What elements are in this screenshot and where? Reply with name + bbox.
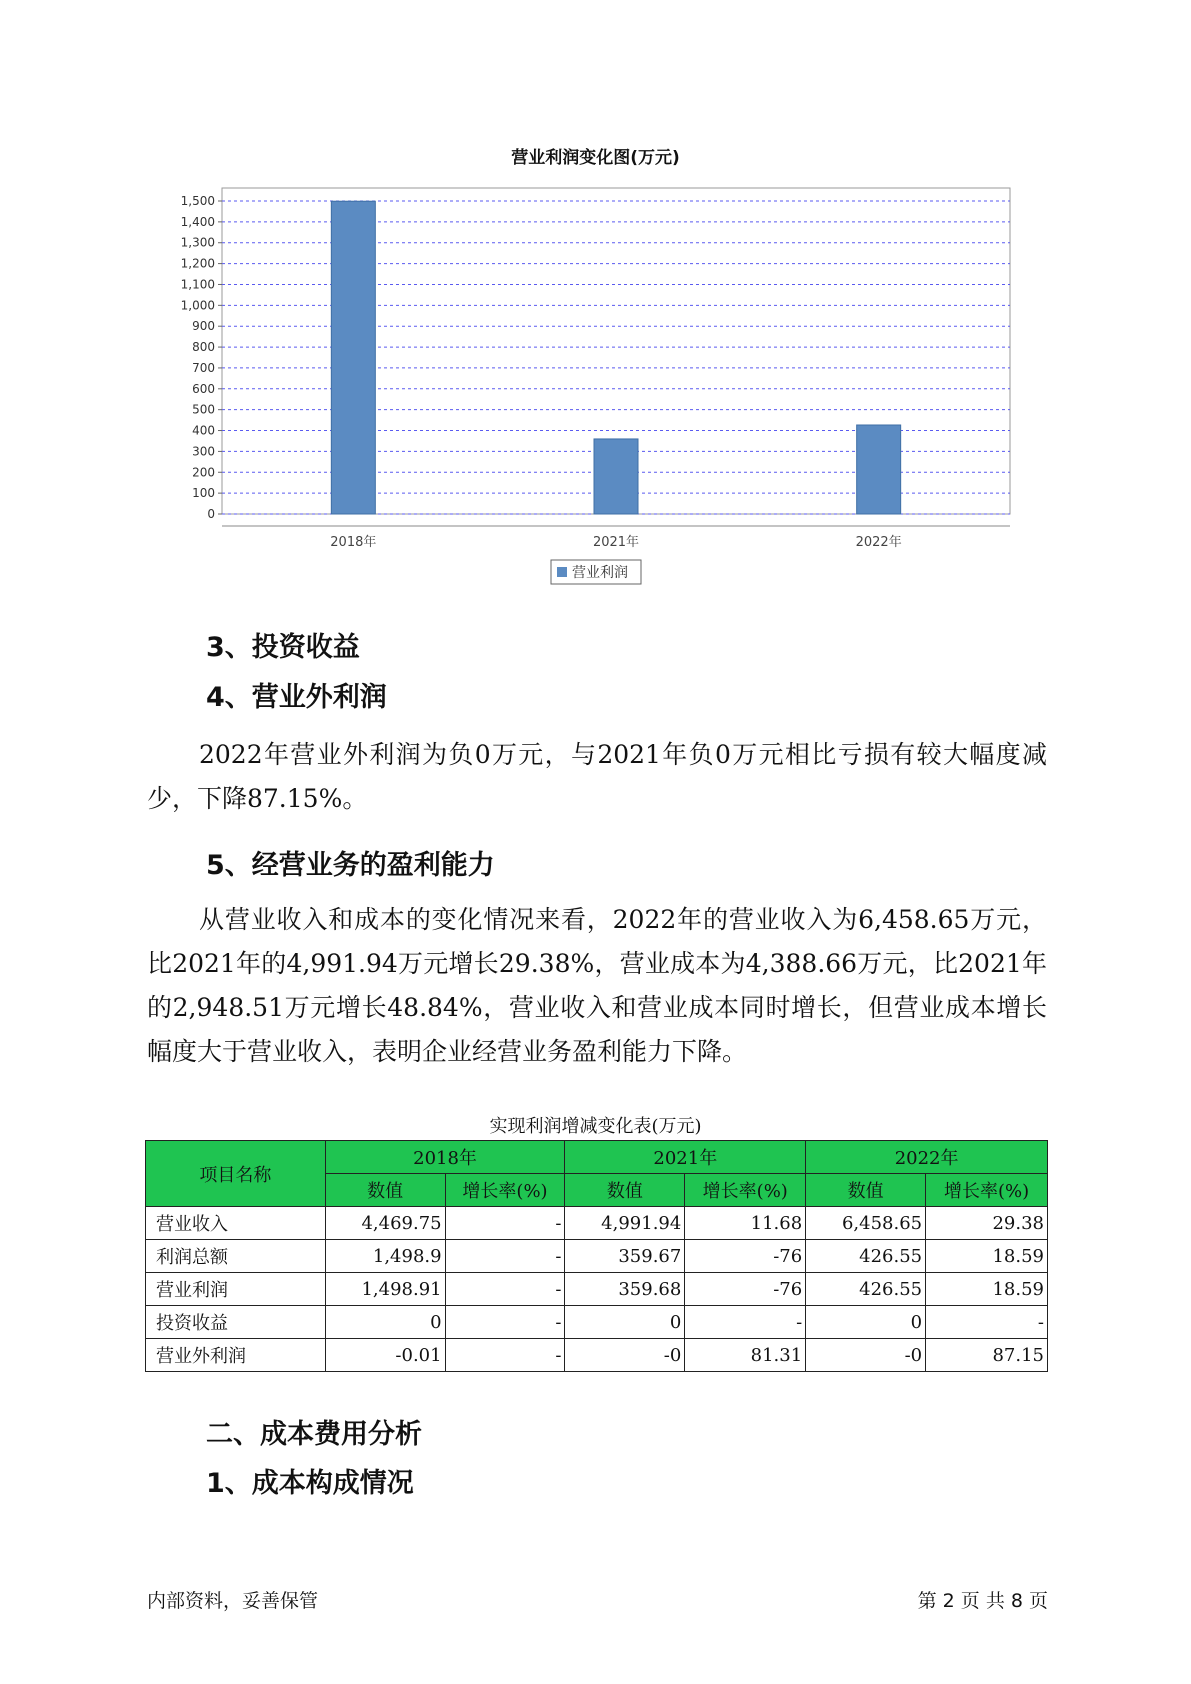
value-header: 数值: [565, 1174, 685, 1207]
row-name: 投资收益: [146, 1306, 326, 1339]
value-header: 数值: [806, 1174, 926, 1207]
table-cell: -: [685, 1306, 806, 1339]
value-header: 数值: [325, 1174, 445, 1207]
paragraph-non-operating-profit: 2022年营业外利润为负0万元，与2021年负0万元相比亏损有较大幅度减少，下降87.15%。: [147, 740, 1047, 813]
y-tick-label: 300: [192, 444, 215, 459]
profit-change-table: [145, 1140, 1048, 1372]
item-name-header: 项目名称: [146, 1141, 326, 1207]
table-cell: 29.38: [926, 1207, 1048, 1240]
footer-confidential-note: 内部资料，妥善保管: [147, 1590, 319, 1612]
table-row: [146, 1207, 1048, 1240]
heading-profitability: 5、经营业务的盈利能力: [206, 850, 495, 881]
operating-profit-chart: [0, 0, 1191, 600]
year-header-2021: 2021年: [565, 1141, 806, 1174]
table-cell: 11.68: [685, 1207, 806, 1240]
table-cell: -: [926, 1306, 1048, 1339]
table-cell: -: [445, 1207, 565, 1240]
chart-title: 营业利润变化图(万元): [511, 148, 680, 168]
table-cell: 18.59: [926, 1273, 1048, 1306]
table-caption: 实现利润增减变化表(万元): [489, 1116, 702, 1137]
table-cell: -: [445, 1339, 565, 1372]
heading-cost-structure: 1、成本构成情况: [206, 1468, 414, 1499]
legend-swatch: [557, 567, 567, 577]
y-tick-label: 500: [192, 402, 215, 417]
table-cell: -: [445, 1273, 565, 1306]
row-name: 营业收入: [146, 1207, 326, 1240]
x-tick-label: 2018年: [330, 535, 377, 550]
growth-header: 增长率(%): [685, 1174, 806, 1207]
table-cell: 18.59: [926, 1240, 1048, 1273]
y-tick-label: 1,400: [180, 214, 215, 229]
table-cell: -0: [806, 1339, 926, 1372]
row-name: 利润总额: [146, 1240, 326, 1273]
table-cell: 4,469.75: [325, 1207, 445, 1240]
y-tick-label: 1,100: [180, 277, 215, 292]
y-tick-label: 1,000: [180, 298, 215, 313]
table-cell: -: [445, 1306, 565, 1339]
table-cell: 0: [325, 1306, 445, 1339]
table-row: [146, 1306, 1048, 1339]
table-cell: 0: [806, 1306, 926, 1339]
footer-page-number: 第 2 页 共 8 页: [917, 1590, 1048, 1612]
x-tick-label: 2021年: [592, 535, 640, 550]
table-cell: 6,458.65: [806, 1207, 926, 1240]
paragraph-profitability: 从营业收入和成本的变化情况来看，2022年的营业收入为6,458.65万元，比2021年的4,991.94万元增长29.38%，营业成本为4,388.66万元，比2021年的2,948.51万元增长48.84%，营业收入和营业成本同时增长，但营业成本增长幅度大于营业收入，表明企业经营业务盈利能力下降。: [147, 905, 1047, 1066]
y-tick-label: 400: [192, 423, 215, 438]
table-cell: 359.67: [565, 1240, 685, 1273]
table-cell: 1,498.91: [325, 1273, 445, 1306]
table-cell: 87.15: [926, 1339, 1048, 1372]
year-header-2022: 2022年: [806, 1141, 1048, 1174]
y-tick-label: 600: [192, 381, 215, 396]
table-cell: -76: [685, 1273, 806, 1306]
bar-2021年: [594, 439, 638, 514]
table-cell: -76: [685, 1240, 806, 1273]
table-cell: 426.55: [806, 1273, 926, 1306]
year-header-2018: 2018年: [325, 1141, 565, 1174]
table-cell: -: [445, 1240, 565, 1273]
y-tick-label: 0: [207, 507, 215, 521]
y-tick-label: 1,500: [180, 194, 215, 208]
growth-header: 增长率(%): [445, 1174, 565, 1207]
y-tick-label: 200: [192, 465, 215, 480]
growth-header: 增长率(%): [926, 1174, 1048, 1207]
heading-investment-income: 3、投资收益: [206, 632, 360, 663]
table-cell: 81.31: [685, 1339, 806, 1372]
y-tick-label: 700: [192, 360, 215, 375]
heading-non-operating-profit: 4、营业外利润: [206, 682, 387, 713]
bar-2022年: [857, 425, 901, 514]
table-row: [146, 1339, 1048, 1372]
table-cell: 0: [565, 1306, 685, 1339]
heading-cost-analysis: 二、成本费用分析: [206, 1419, 422, 1450]
legend-label: 营业利润: [572, 565, 628, 581]
table-cell: 359.68: [565, 1273, 685, 1306]
table-cell: -0.01: [325, 1339, 445, 1372]
y-tick-label: 1,200: [180, 256, 215, 271]
y-tick-label: 1,300: [180, 235, 215, 250]
row-name: 营业外利润: [146, 1339, 326, 1372]
x-tick-label: 2022年: [855, 535, 902, 550]
table-cell: 426.55: [806, 1240, 926, 1273]
y-tick-label: 100: [192, 486, 215, 501]
table-cell: 4,991.94: [565, 1207, 685, 1240]
table-cell: -0: [565, 1339, 685, 1372]
y-tick-label: 900: [192, 319, 215, 334]
row-name: 营业利润: [146, 1273, 326, 1306]
table-row: [146, 1273, 1048, 1306]
table-row: [146, 1240, 1048, 1273]
bar-2018年: [331, 201, 375, 514]
table-cell: 1,498.9: [325, 1240, 445, 1273]
y-tick-label: 800: [192, 340, 215, 355]
